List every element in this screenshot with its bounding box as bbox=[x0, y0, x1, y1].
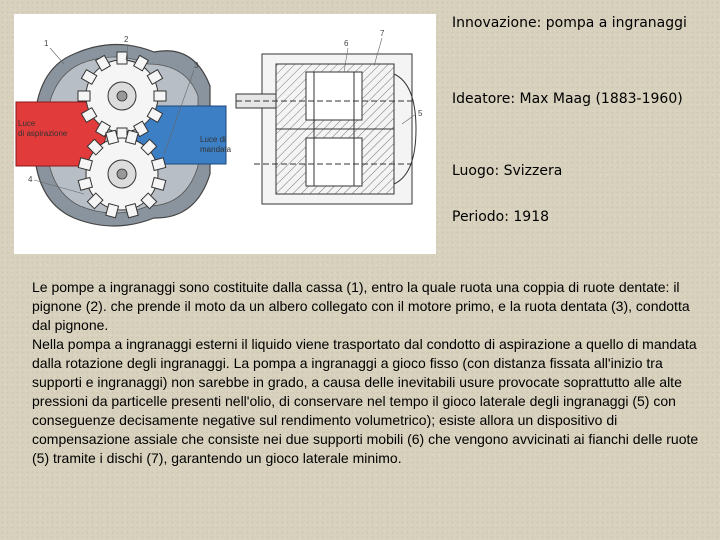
place-line: Luogo: Svizzera bbox=[452, 163, 563, 179]
delivery-label-line2: mandata bbox=[200, 145, 232, 154]
callout-3: 3 bbox=[194, 61, 199, 70]
description-paragraph-2: Nella pompa a ingranaggi esterni il liquido viene trasportato dal condotto di aspirazione a quello di mandata dalla rotazione degli ingranaggi. La pompa a ingranaggi a gioco fisso (con distanza fissata all'inizio tra supporti e ingranaggi) non sarebbe in grado, a causa delle inevitabili usure provocate soprattutto alle alte pressioni da particelle presenti nell'olio, di conservare nel tempo il gioco laterale degli ingranaggi (5) con conseguenze decisamente negative sul rendimento volumetrico); esiste allora un dispositivo di compensazione assiale che consiste nei due supporti mobili (6) che vengono avvicinati ai fianchi delle ruote (5) tramite i dischi (7), garantendo un gioco laterale minimo. bbox=[32, 336, 699, 466]
period-line: Periodo: 1918 bbox=[452, 209, 550, 225]
callout-1: 1 bbox=[44, 39, 49, 48]
inventor-line: Ideatore: Max Maag (1883-1960) bbox=[452, 91, 683, 107]
driven-gear bbox=[78, 130, 166, 218]
delivery-label-line1: Luce di bbox=[200, 135, 226, 144]
pump-section-view bbox=[236, 54, 416, 204]
callout-6: 6 bbox=[344, 39, 349, 48]
description-text bbox=[32, 278, 702, 468]
innovation-title: Innovazione: pompa a ingranaggi bbox=[452, 15, 687, 31]
callout-7: 7 bbox=[380, 29, 385, 38]
gear-pump-diagram bbox=[14, 14, 436, 254]
suction-label-line2: di aspirazione bbox=[18, 129, 68, 138]
description-paragraph-1: Le pompe a ingranaggi sono costituite dalla cassa (1), entro la quale ruota una coppia di ruote dentate: il pignone (2). che prende il moto da un albero collegato con il motore primo, e la ruota dentata (3), condotta dal pignone. bbox=[32, 279, 690, 333]
suction-label-line1: Luce bbox=[18, 119, 36, 128]
gear-pump-figure bbox=[14, 14, 436, 254]
callout-2: 2 bbox=[124, 35, 129, 44]
callout-5: 5 bbox=[418, 109, 423, 118]
callout-4: 4 bbox=[28, 175, 33, 184]
